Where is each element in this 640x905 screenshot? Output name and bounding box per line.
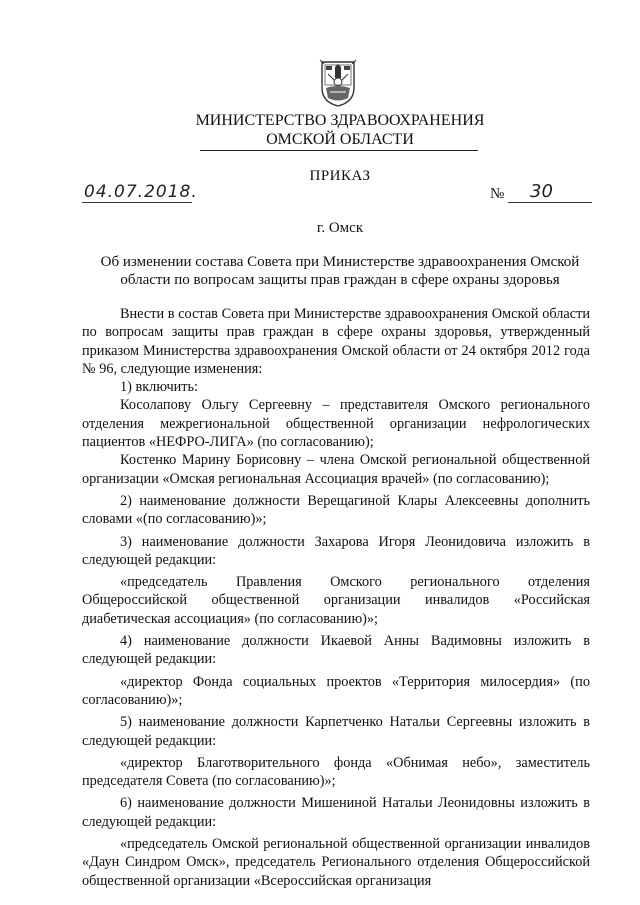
ministry-name-line2: ОМСКОЙ ОБЛАСТИ [266,131,414,148]
document-subject: Об изменении состава Совета при Министерстве здравоохранения Омской области по вопросам защиты прав граждан в сфере охраны здоровья [100,254,580,288]
document-number: 30 [530,181,553,202]
item-3: 3) наименование должности Захарова Игоря Леонидовича изложить в следующей редакции: [82,533,590,568]
item-1-a: Косолапову Ольгу Сергеевну – представителя Омского регионального отделения межрегиональной общественной организации нефрологических пациентов «НЕФРО-ЛИГА» (по согласованию); [82,397,590,451]
number-sign: № [490,186,505,202]
omsk-coat-of-arms-icon [318,58,358,108]
item-3-quote: «председатель Правления Омского регионального отделения Общероссийской общественной организации инвалидов «Российская диабетическая ассоциация» (по согласованию)»; [82,574,590,627]
number-underline [508,202,592,203]
header-rule [200,150,478,151]
document-city: г. Омск [316,220,364,236]
date-underline [82,202,192,203]
item-4: 4) наименование должности Икаевой Анны Вадимовны изложить в следующей редакции: [82,633,590,668]
ministry-name [160,111,520,149]
item-1: 1) включить: [120,379,199,396]
item-1-b: Костенко Марину Борисовну – члена Омской региональной общественной организации «Омская региональная Ассоциация врачей» (по согласованию); [82,452,590,487]
item-2: 2) наименование должности Верещагиной Клары Алексеевны дополнить словами «(по согласованию)»; [82,492,590,528]
item-5-quote: «директор Благотворительного фонда «Обнимая небо», заместитель председателя Совета (по согласованию)»; [82,754,590,790]
item-5: 5) наименование должности Карпетченко Натальи Сергеевны изложить в следующей редакции: [82,714,590,749]
document-date: 04.07.2018. [84,182,198,202]
item-6: 6) наименование должности Мишениной Натальи Леонидовны изложить в следующей редакции: [82,795,590,830]
item-4-quote: «директор Фонда социальных проектов «Территория милосердия» (по согласованию)»; [82,673,590,708]
document-body [82,305,590,890]
ministry-name-line1: МИНИСТЕРСТВО ЗДРАВООХРАНЕНИЯ [195,112,485,129]
item-6-quote: «председатель Омской региональной общественной организации инвалидов «Даун Синдром Омск», председатель Регионального отделения Общероссийской общественной организации «Всероссийская организация [82,836,590,889]
document-type: ПРИКАЗ [309,168,371,184]
intro-paragraph: Внести в состав Совета при Министерстве здравоохранения Омской области по вопросам защиты прав граждан в сфере охраны здоровья, утвержденный приказом Министерства здравоохранения Омской области от 24 октября 2012 года № 96, следующие изменения: [82,306,590,377]
